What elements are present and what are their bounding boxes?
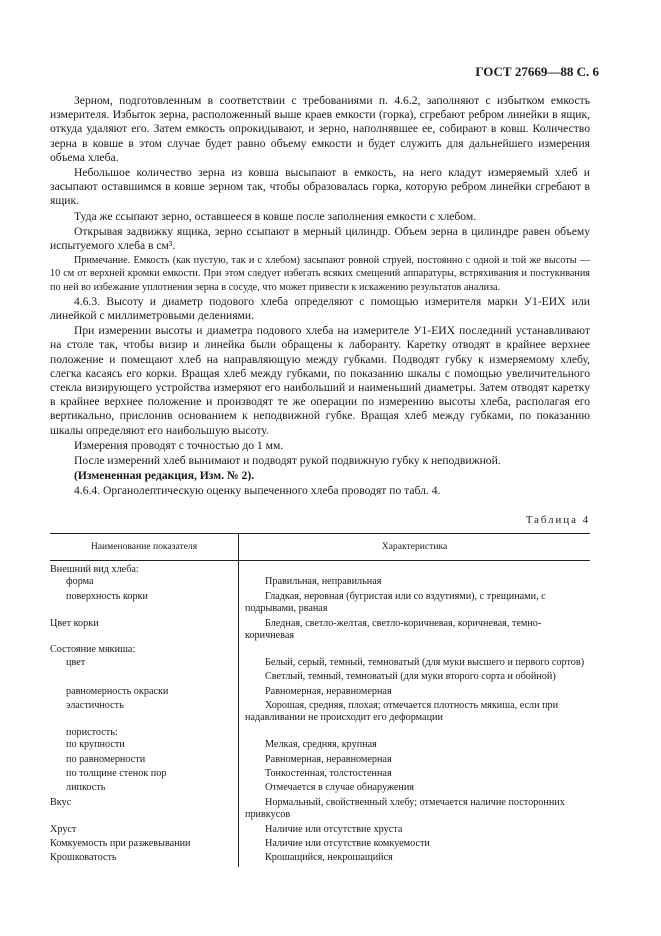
paragraph: Туда же ссыпают зерно, оставшееся в ковше после заполнения емкости с хлебом.	[74, 209, 477, 223]
paragraph: Зерном, подготовленным в соответствии с требованиями п. 4.6.2, заполняют с избытком емкость измерителя. Избыток зерна, расположенный выше краев емкости (горка), сгребают ребром линейки в ящик, откуда удаляют его. Затем емкость опрокидывают, и зерно, наполнявшее ее, собирают в ковш. Количество зерна в ковше в этом случае будет равно объему емкости и будет служить для дальнейшего измерения объема хлеба.	[50, 94, 590, 164]
row-characteristic: Светлый, темный, темноватый (для муки второго сорта и обойной)	[265, 671, 556, 683]
table-caption: Таблица 4	[525, 513, 590, 526]
table-header-row	[50, 533, 590, 560]
row-indicator-name: Крошковатость	[50, 852, 239, 866]
table-row	[50, 657, 590, 671]
row-indicator-name: Цвет корки	[50, 618, 239, 645]
paragraph: Измерения проводят с точностью до 1 мм.	[74, 438, 284, 452]
table-row	[50, 644, 590, 656]
table-row	[50, 838, 590, 852]
column-header-name: Наименование показателя	[50, 533, 239, 560]
column-header-value: Характеристика	[239, 533, 591, 560]
paragraph: После измерений хлеб вынимают и подводят рукой подвижную губку к неподвижной.	[74, 454, 501, 468]
table-body	[50, 560, 590, 866]
row-indicator-name: по толщине стенок пор	[50, 768, 239, 782]
table-row	[50, 852, 590, 866]
amendment-note: (Измененная редакция, Изм. № 2).	[74, 469, 255, 483]
row-characteristic: Хорошая, средняя, плохая; отмечается плотность мякиша, если при надавливании не происходит его деформации	[245, 699, 559, 724]
table-row	[50, 591, 590, 618]
row-characteristic: Белый, серый, темный, темноватый (для муки высшего и первого сортов)	[265, 656, 585, 668]
page-header: ГОСТ 27669—88 С. 6	[475, 64, 599, 79]
table-row	[50, 576, 590, 590]
table-row	[50, 739, 590, 753]
paragraph: 4.6.3. Высоту и диаметр подового хлеба определяют с помощью измерителя марки У1-ЕИХ или линейкой с миллиметровыми делениями.	[50, 294, 590, 323]
row-characteristic	[239, 644, 591, 656]
row-indicator-name: эластичность	[50, 700, 239, 727]
table-row	[50, 686, 590, 700]
table-row	[50, 727, 590, 739]
table-row	[50, 671, 590, 685]
row-characteristic: Наличие или отсутствие комкуемости	[265, 838, 430, 850]
row-characteristic	[239, 560, 591, 576]
paragraph: Небольшое количество зерна из ковша высыпают в емкость, на него кладут измеряемый хлеб и засыпают оставшимся в ковше зерном так, чтобы образовалась горка, которую ребром линейки сгребают в ящик.	[50, 166, 590, 208]
row-indicator-name: Комкуемость при разжевывании	[50, 838, 239, 852]
table-row	[50, 618, 590, 645]
row-characteristic: Тонкостенная, толстостенная	[265, 767, 392, 779]
row-indicator-name: Внешний вид хлеба:	[50, 560, 239, 576]
row-indicator-name: Состояние мякиша:	[50, 644, 239, 656]
row-characteristic: Правильная, неправильная	[265, 576, 382, 588]
row-indicator-name: по крупности	[50, 739, 239, 753]
table-row	[50, 797, 590, 824]
row-indicator-name: по равномерности	[50, 754, 239, 768]
row-characteristic	[239, 727, 591, 739]
row-characteristic: Бледная, светло-желтая, светло-коричневая, коричневая, темно-коричневая	[245, 617, 542, 641]
row-characteristic: Равномерная, неравномерная	[265, 753, 392, 765]
row-indicator-name: липкость	[50, 782, 239, 796]
note: Примечание. Емкость (как пустую, так и с хлебом) засыпают ровной струей, постоянно с одной и той же высоты — 10 см от верхней кромки емкости. При этом следует избегать всяких смещений аппаратуры, встряхивания и постукивания по ней во избежание уплотнения зерна в сосуде, что может привести к искажению результатов анализа.	[50, 255, 590, 293]
paragraph: При измерении высоты и диаметра подового хлеба на измерителе У1-ЕИХ последний устанавливают на столе так, чтобы визир и линейка были обращены к лаборанту. Каретку отводят в крайнее верхнее положение и помещают хлеб на направляющую между губками. Подводят губку к измеряемому хлебу, слегка касаясь его корки. Вращая хлеб между губками, по показанию шкалы с помощью увеличительного стекла визирующего устройства измеряют его наибольший и наименьший диаметры. Затем отводят каретку в крайнее верхнее положение и производят те же операции по измерению высоты хлеба, располагая его вертикально, прислонив основанием к неподвижной губке. Вращая хлеб между губками, по показанию шкалы определяют его наибольшую высоту.	[50, 324, 590, 437]
row-indicator-name: форма	[50, 576, 239, 590]
row-characteristic: Гладкая, неровная (бугристая или со вздутиями), с трещинами, с подрывами, рваная	[245, 590, 546, 615]
row-characteristic: Мелкая, средняя, крупная	[265, 739, 377, 751]
row-indicator-name: Хруст	[50, 824, 239, 838]
paragraph: 4.6.4. Органолептическую оценку выпеченного хлеба проводят по табл. 4.	[74, 484, 441, 498]
row-indicator-name: пористость:	[50, 727, 239, 739]
table-row	[50, 782, 590, 796]
row-indicator-name	[50, 671, 239, 685]
row-characteristic: Наличие или отсутствие хруста	[265, 823, 403, 835]
table-row	[50, 768, 590, 782]
table-row	[50, 560, 590, 576]
row-indicator-name: равномерность окраски	[50, 686, 239, 700]
row-characteristic: Равномерная, неравномерная	[265, 685, 392, 697]
row-indicator-name: Вкус	[50, 797, 239, 824]
row-characteristic: Нормальный, свойственный хлебу; отмечается наличие посторонних привкусов	[245, 796, 565, 821]
organoleptic-table	[50, 533, 590, 867]
table-row	[50, 824, 590, 838]
row-characteristic: Отмечается в случае обнаружения	[265, 782, 414, 794]
document-body	[50, 94, 590, 867]
table-row	[50, 754, 590, 768]
row-characteristic: Крошащийся, некрошащийся	[265, 852, 393, 864]
row-indicator-name: поверхность корки	[50, 591, 239, 618]
table-row	[50, 700, 590, 727]
row-indicator-name: цвет	[50, 657, 239, 671]
paragraph: Открывая задвижку ящика, зерно ссыпают в мерный цилиндр. Объем зерна в цилиндре равен объему испытуемого хлеба в см³.	[50, 224, 590, 253]
